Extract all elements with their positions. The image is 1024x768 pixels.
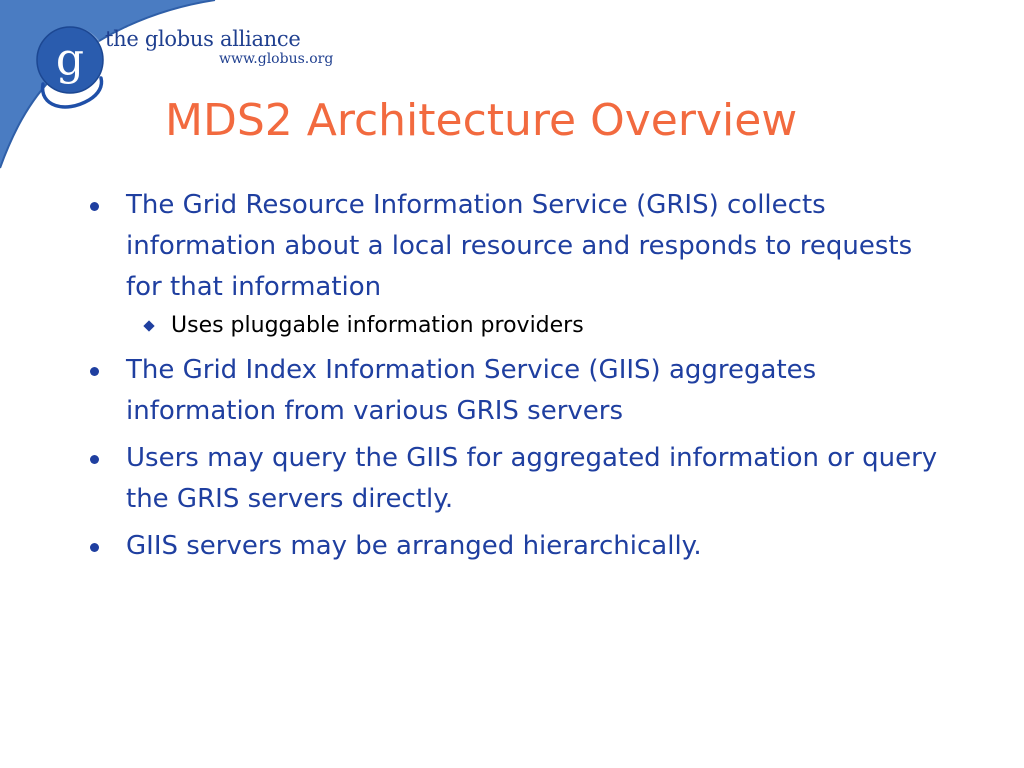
- globus-logo-mark: [35, 22, 105, 112]
- bullet-item: [90, 185, 950, 344]
- bullet-text: Users may query the GIIS for aggregated information or query the GRIS servers directly.: [126, 443, 938, 514]
- sub-bullet-item: [126, 308, 950, 344]
- bullet-item: [90, 438, 950, 520]
- bullet-text: The Grid Resource Information Service (GRIS) collects information about a local resource and responds to requests for that information: [126, 190, 913, 302]
- slide-title: MDS2 Architecture Overview: [165, 95, 798, 146]
- sub-bullet-list: [126, 308, 950, 344]
- logo-wordmark: the globus alliance: [105, 27, 301, 51]
- bullet-item: [90, 526, 950, 567]
- diamond-bullet-icon: [143, 320, 154, 331]
- bullet-dot-icon: [90, 543, 99, 552]
- bullet-item: [90, 350, 950, 432]
- globus-logo-letter: g: [55, 34, 85, 85]
- bullet-text: The Grid Index Information Service (GIIS) aggregates information from various GRIS servers: [126, 355, 817, 426]
- bullet-text: GIIS servers may be arranged hierarchically.: [126, 531, 702, 561]
- bullet-list: [90, 185, 950, 573]
- bullet-dot-icon: [90, 202, 99, 211]
- bullet-dot-icon: [90, 455, 99, 464]
- bullet-dot-icon: [90, 367, 99, 376]
- logo-url: www.globus.org: [219, 51, 334, 67]
- sub-bullet-text: Uses pluggable information providers: [171, 313, 584, 338]
